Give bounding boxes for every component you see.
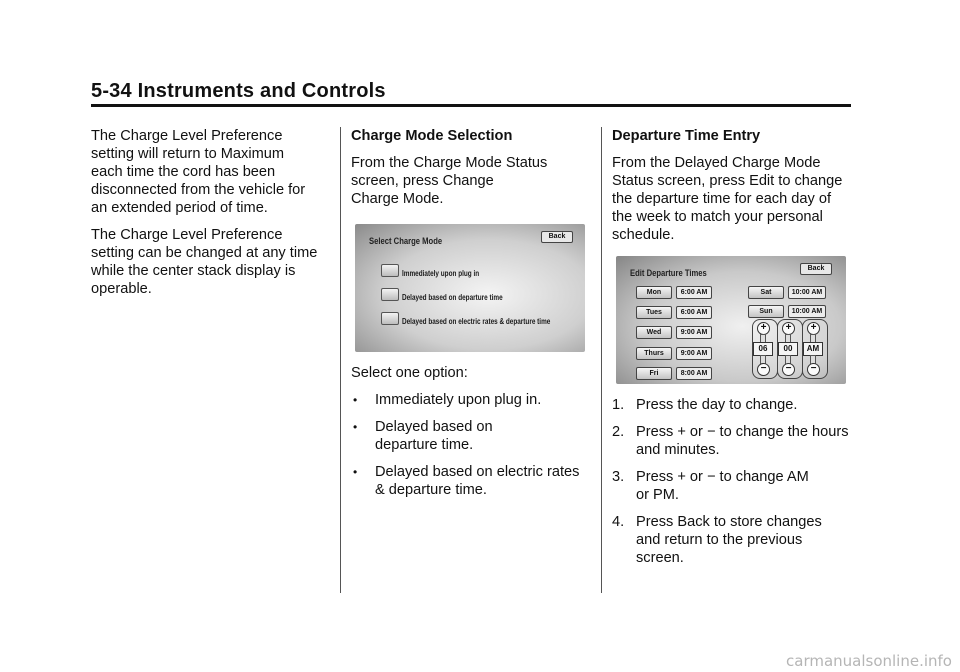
section-heading: Departure Time Entry <box>612 128 761 144</box>
day-time-wed: 9:00 AM <box>676 326 712 339</box>
step-number: 4. <box>612 514 625 530</box>
day-time-fri: 8:00 AM <box>676 367 712 380</box>
minute-plus-icon: + <box>782 322 795 335</box>
header-rule <box>91 104 851 107</box>
option-box <box>381 264 399 277</box>
day-time-tues: 6:00 AM <box>676 306 712 319</box>
steps-list <box>612 396 857 567</box>
option-label: Delayed based on departure time <box>402 293 503 302</box>
watermark: carmanualsonline.info <box>786 652 952 670</box>
column-3 <box>612 127 857 576</box>
option-box <box>381 312 399 325</box>
step-text: Press + or − to change AM or PM. <box>636 469 809 503</box>
hour-plus-icon: + <box>757 322 770 335</box>
page-title: 5-34 Instruments and Controls <box>91 80 386 102</box>
option-box <box>381 288 399 301</box>
list-item <box>612 396 857 414</box>
day-time-thurs: 9:00 AM <box>676 347 712 360</box>
step-text: Press Back to store changes and return to the previous screen. <box>636 514 822 566</box>
option-list <box>351 391 591 499</box>
step-text: Press + or − to change the hours and minutes. <box>636 424 849 458</box>
option-label: Delayed based on electric rates & departure time <box>402 317 551 326</box>
list-item <box>612 423 857 459</box>
column-1 <box>91 127 331 307</box>
option-rates <box>381 312 561 324</box>
list-item: • Delayed based on departure time. <box>351 418 591 454</box>
section-heading: Charge Mode Selection <box>351 128 513 144</box>
day-button-sun: Sun <box>748 305 784 318</box>
charge-mode-screen-figure <box>355 224 585 352</box>
step-number: 2. <box>612 424 625 440</box>
list-item <box>612 513 857 567</box>
day-button-tues: Tues <box>636 306 672 319</box>
day-button-fri: Fri <box>636 367 672 380</box>
hour-minus-icon: − <box>757 363 770 376</box>
list-item <box>612 468 857 504</box>
option-label: Immediately upon plug in <box>402 269 480 278</box>
column-2 <box>351 127 591 508</box>
back-button: Back <box>800 263 832 275</box>
ampm-display: AM <box>803 342 823 356</box>
screen-title: Edit Departure Times <box>630 268 707 278</box>
ampm-plus-icon: + <box>807 322 820 335</box>
hour-display: 06 <box>753 342 773 356</box>
option-departure <box>381 288 561 300</box>
paragraph: The Charge Level Preference setting will return to Maximum each time the cord has been disconnected from the vehicle for an extended period of time. <box>91 128 306 216</box>
back-button: Back <box>541 231 573 243</box>
day-button-sat: Sat <box>748 286 784 299</box>
minute-minus-icon: − <box>782 363 795 376</box>
day-time-sun: 10:00 AM <box>788 305 826 318</box>
step-number: 3. <box>612 469 625 485</box>
day-time-sat: 10:00 AM <box>788 286 826 299</box>
column-divider-2 <box>601 127 602 593</box>
screen-title: Select Charge Mode <box>369 236 443 246</box>
paragraph: From the Delayed Charge Mode Status screen, press Edit to change the departure time for each day of the week to match your personal schedule. <box>612 155 843 243</box>
paragraph: The Charge Level Preference setting can be changed at any time while the center stack display is operable. <box>91 227 318 297</box>
list-item: • Immediately upon plug in. <box>351 391 591 409</box>
day-button-wed: Wed <box>636 326 672 339</box>
step-text: Press the day to change. <box>636 397 798 413</box>
day-time-mon: 6:00 AM <box>676 286 712 299</box>
day-button-mon: Mon <box>636 286 672 299</box>
day-button-thurs: Thurs <box>636 347 672 360</box>
page-header <box>91 80 851 106</box>
list-item: • Delayed based on electric rates & departure time. <box>351 463 591 499</box>
paragraph: From the Charge Mode Status screen, press Change Charge Mode. <box>351 155 548 207</box>
ampm-minus-icon: − <box>807 363 820 376</box>
departure-times-screen-figure <box>616 256 846 384</box>
option-immediately <box>381 264 561 276</box>
paragraph: Select one option: <box>351 365 468 381</box>
step-number: 1. <box>612 397 625 413</box>
minute-display: 00 <box>778 342 798 356</box>
column-divider-1 <box>340 127 341 593</box>
